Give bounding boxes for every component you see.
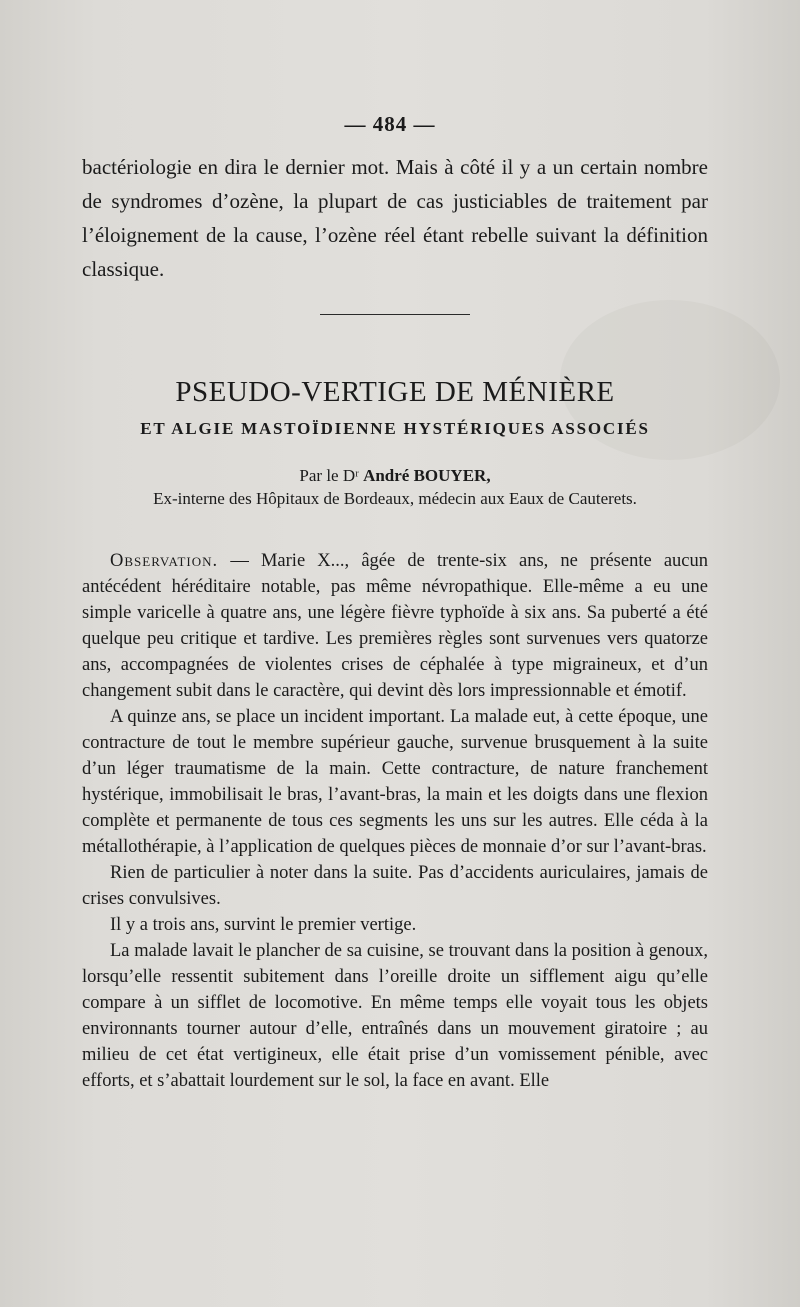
byline-prefix: Par le Dʳ: [299, 466, 364, 485]
paragraph-rien: Rien de particulier à noter dans la suite. Pas d’accidents auriculaires, jamais de crises convulsives.: [82, 863, 708, 909]
author-name: André BOUYER,: [363, 466, 491, 485]
author-affiliation: Ex-interne des Hôpitaux de Bordeaux, médecin aux Eaux de Cauterets.: [153, 489, 637, 508]
paragraph-contracture: A quinze ans, se place un incident important. La malade eut, à cette époque, une contracture de tout le membre supérieur gauche, survenue brusquement à la suite d’un léger traumatisme de la main. Cette contracture, de nature franchement hystérique, immobilisait le bras, l’avant-bras, la main et les doigts dans une flexion complète et permanente de tous ces segments les uns sur les autres. Elle céda à la métallothérapie, à l’application de quelques pièces de monnaie d’or sur l’avant-bras.: [82, 707, 708, 857]
observation-text: — Marie X..., âgée de trente-six ans, ne présente aucun antécédent héréditaire notable, pas même névropathique. Elle-même a eu une simple varicelle à quatre ans, une légère fièvre typhoïde à six ans. Sa puberté a été quelque peu critique et tardive. Les premières règles sont survenues vers quatorze ans, accompagnées de violentes crises de céphalée à type migraineux, et d’un changement subit dans le caractère, qui devint dès lors impressionnable et émotif.: [82, 551, 708, 701]
article-body: [82, 548, 708, 1094]
page-number: — 484 —: [344, 112, 436, 136]
page-content: [82, 150, 708, 1094]
byline: [82, 464, 708, 487]
section-divider: [320, 314, 470, 315]
observation-paragraph: [82, 548, 708, 704]
paragraph-malade: La malade lavait le plancher de sa cuisine, se trouvant dans la position à genoux, lorsqu’elle ressentit subitement dans l’oreille droite un sifflement aigu qu’elle compare à un sifflet de locomotive. En même temps elle voyait tous les objets environnants tourner autour d’elle, entraînés dans un mouvement giratoire ; au milieu de cet état vertigineux, elle était prise d’un vomissement pénible, avec efforts, et s’abattait lourdement sur le sol, la face en avant. Elle: [82, 941, 708, 1091]
article-title: PSEUDO-VERTIGE DE MÉNIÈRE: [175, 376, 615, 408]
intro-paragraph: bactériologie en dira le dernier mot. Mais à côté il y a un certain nombre de syndromes d’ozène, la plupart de cas justiciables de traitement par l’éloignement de la cause, l’ozène réel étant rebelle suivant la définition classique.: [82, 155, 708, 281]
paragraph-vertige: Il y a trois ans, survint le premier vertige.: [110, 915, 417, 935]
article-subtitle: ET ALGIE MASTOÏDIENNE HYSTÉRIQUES ASSOCIÉS: [140, 419, 650, 438]
observation-label: Observation.: [110, 551, 219, 571]
